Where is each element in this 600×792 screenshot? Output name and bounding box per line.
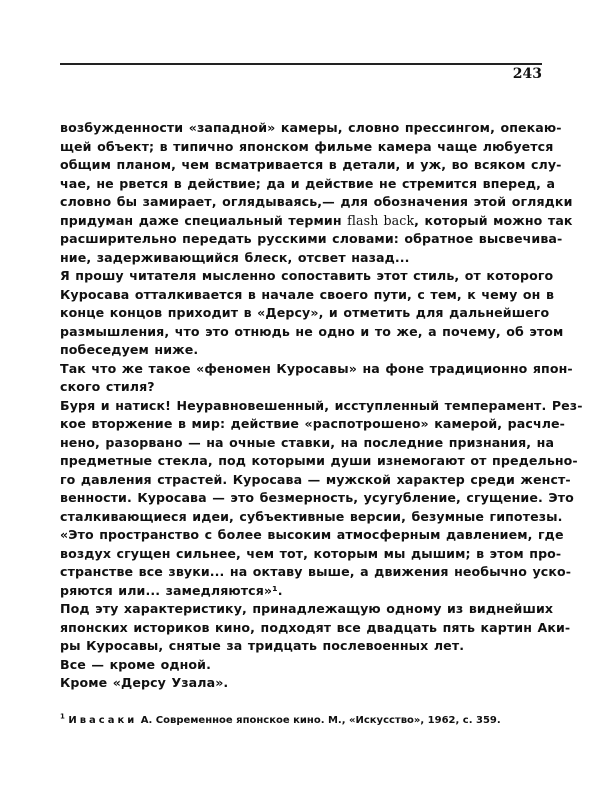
- text-line: Все — кроме одной.: [60, 656, 211, 672]
- text-line: словно бы замирает, оглядываясь,— для обозначения этой оглядки: [60, 194, 573, 209]
- text-line: ского стиля?: [60, 379, 155, 394]
- text-line: нено, разорвано — на очные ставки, на последние признания, на: [60, 434, 555, 450]
- paragraph: [60, 656, 541, 675]
- paragraph: [60, 119, 573, 267]
- text-line: общим планом, чем всматривается в детали, и уж, во всяком слу-: [60, 157, 562, 172]
- text-line: щей объект; в типично японском фильме камера чаще любуется: [60, 138, 554, 154]
- footnote: [60, 712, 501, 726]
- text-line: конце концов приходит в «Дерсу», и отметить для дальнейшего: [60, 305, 550, 320]
- text-line: венности. Куросава — это безмерность, усугубление, сгущение. Это: [60, 490, 574, 505]
- text-line: кое вторжение в мир: действие «распотрошено» камерой, расчле-: [60, 416, 565, 431]
- text-line: ряются или... замедляются»¹.: [60, 582, 283, 598]
- paragraph: [60, 360, 573, 397]
- text-line: Куросава отталкивается в начале своего пути, с тем, к чему он в: [60, 286, 555, 302]
- text-line: ние, задерживающийся блеск, отсвет назад...: [60, 249, 410, 265]
- text-line: придуман даже специальный термин flash back, который можно так: [60, 212, 573, 228]
- footnote-text: А. Современное японское кино. М., «Искусство», 1962, с. 359.: [140, 715, 501, 726]
- text-line: «Это пространство с более высоким атмосферным давлением, где: [60, 527, 564, 542]
- paragraph: [60, 674, 541, 693]
- text-line: Под эту характеристику, принадлежащую одному из виднейших: [60, 601, 554, 616]
- text-line: возбужденности «западной» камеры, словно прессингом, опекаю-: [60, 120, 562, 135]
- text-line: японских историков кино, подходят все двадцать пять картин Аки-: [60, 619, 571, 635]
- text-line: ры Куросавы, снятые за тридцать послевоенных лет.: [60, 638, 465, 653]
- text-line: размышления, что это отнюдь не одно и то же, а почему, об этом: [60, 323, 564, 339]
- text-line: Буря и натиск! Неуравновешенный, исступленный темперамент. Рез-: [60, 397, 583, 413]
- paragraph: [60, 267, 564, 360]
- foreign-term: flash back: [347, 212, 415, 228]
- page-number: 243: [512, 66, 542, 82]
- body-text: [60, 119, 583, 693]
- footnote-author: Ивасаки: [68, 715, 138, 726]
- footnote-marker: 1: [60, 712, 65, 721]
- text-line: Я прошу читателя мысленно сопоставить этот стиль, от которого: [60, 268, 554, 283]
- paragraph: [60, 397, 583, 601]
- text-line: чае, не рвется в действие; да и действие не стремится вперед, а: [60, 175, 556, 191]
- text-line: сталкивающиеся идеи, субъективные версии, безумные гипотезы.: [60, 508, 563, 524]
- text-line: Кроме «Дерсу Узала».: [60, 675, 229, 690]
- header-rule: [60, 63, 542, 65]
- text-line: предметные стекла, под которыми души изнемогают от предельно-: [60, 453, 578, 468]
- text-line: странстве все звуки... на октаву выше, а движения необычно уско-: [60, 564, 572, 579]
- paragraph: [60, 600, 571, 656]
- text-line: го давления страстей. Куросава — мужской характер среди женст-: [60, 471, 571, 487]
- text-line: побеседуем ниже.: [60, 342, 199, 357]
- text-line: Так что же такое «феномен Куросавы» на фоне традиционно япон-: [60, 360, 573, 376]
- text-line: воздух сгущен сильнее, чем тот, которым мы дышим; в этом про-: [60, 545, 562, 561]
- text-line: расширительно передать русскими словами: обратное высвечива-: [60, 231, 563, 246]
